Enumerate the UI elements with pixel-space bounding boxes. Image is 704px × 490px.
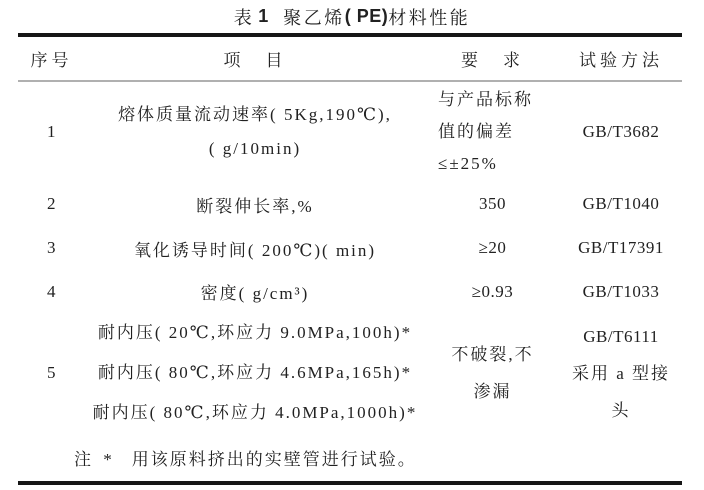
table-row: [18, 182, 682, 226]
row-number: 1: [47, 122, 56, 141]
table-title-number: 1: [258, 6, 270, 26]
table-title-subject-post: 材料性能: [388, 7, 471, 28]
row-requirement: [425, 313, 560, 433]
header-item: 项 目: [223, 51, 287, 70]
row-test-method: GB/T3682: [582, 122, 660, 141]
test-method-line: GB/T6111: [583, 326, 659, 346]
row-test-method: GB/T1040: [582, 194, 660, 213]
header-test-method: 试验方法: [579, 51, 663, 70]
item-line: 耐内压( 20℃,环应力 9.0MPa,100h)*: [97, 323, 413, 342]
header-no: 序号: [30, 51, 73, 70]
table-row: [18, 226, 682, 270]
table-title: [0, 0, 704, 33]
row-number: 5: [47, 363, 56, 382]
row-number: 2: [47, 194, 56, 213]
item-line: 熔体质量流动速率( 5Kg,190℃),: [118, 105, 392, 124]
row-item: [85, 82, 425, 182]
header-requirement: 要 求: [461, 51, 524, 70]
requirement-line: 与产品标称: [438, 90, 533, 109]
table-row: [18, 270, 682, 313]
item-line: ( g/10min): [208, 139, 302, 158]
requirement-line: ≤±25%: [438, 154, 498, 173]
row-number: 4: [47, 281, 56, 301]
test-method-line: 采用 a 型接: [571, 363, 671, 383]
pe-material-properties-table: [18, 33, 682, 485]
table-row: [18, 82, 682, 182]
table-header-row: [18, 37, 682, 82]
requirement-line: 渗漏: [473, 382, 512, 401]
row-test-method: GB/T1033: [582, 281, 660, 301]
row-item: [85, 313, 425, 433]
table-footnote: [18, 433, 682, 481]
row-item: 断裂伸长率,%: [196, 196, 314, 216]
requirement-line: 不破裂,不: [451, 345, 534, 364]
row-test-method: GB/T17391: [578, 238, 664, 257]
footnote-text: 用该原料挤出的实壁管进行试验。: [131, 449, 417, 469]
footnote-marker: 注 *: [74, 449, 116, 469]
row-item: 密度( g/cm³): [200, 284, 310, 303]
row-requirement: ≥20: [478, 238, 507, 257]
row-requirement: [425, 82, 560, 182]
table-row: [18, 313, 682, 433]
requirement-line: 值的偏差: [438, 122, 514, 141]
table-title-pe: ( PE): [344, 6, 389, 26]
table-title-word: 表: [233, 7, 255, 28]
table-title-subject: 聚乙烯: [283, 7, 345, 28]
item-line: 耐内压( 80℃,环应力 4.0MPa,1000h)*: [92, 403, 418, 422]
row-requirement: ≥0.93: [471, 281, 514, 301]
row-test-method: [560, 313, 682, 433]
row-number: 3: [47, 238, 56, 257]
row-requirement: 350: [479, 194, 506, 213]
item-line: 耐内压( 80℃,环应力 4.6MPa,165h)*: [97, 363, 413, 382]
row-item: 氧化诱导时间( 200℃)( min): [133, 240, 377, 260]
test-method-line: 头: [611, 400, 631, 420]
